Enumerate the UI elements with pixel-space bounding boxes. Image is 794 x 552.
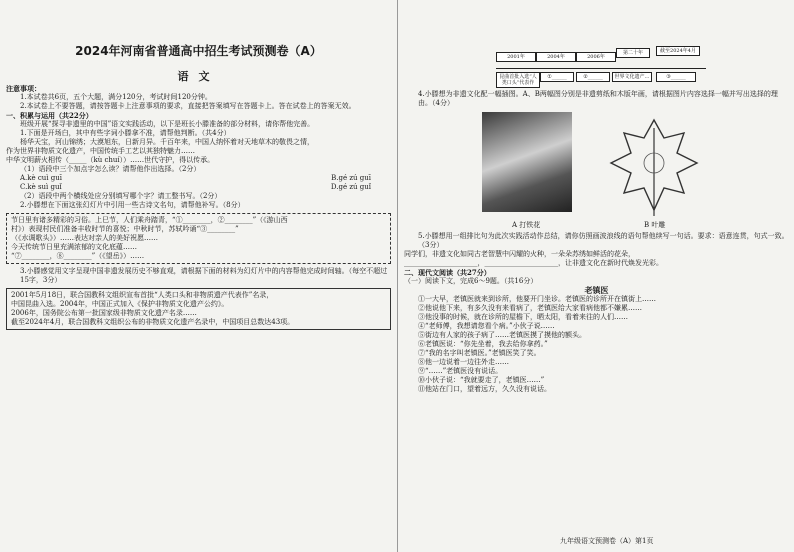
box-line: “⑦________，⑧________”（《望岳》）…… [11,252,145,260]
story-para: ①一大早，老镇医就来到诊所，他要开门坐诊。老镇医的诊所开在镇街上…… [418,295,656,303]
section-2-heading: 二、现代文阅读（共27分） [404,268,491,277]
story-para: ⑪他站在门口，望着远方，久久没有说话。 [418,385,551,393]
q5-line: _____________________，_____________________，让非遗文化在新时代焕发光彩。 [404,259,663,267]
q1: 1.下面是开场白，其中有些字词小滕拿不准，请帮他判断。（共4分） [20,129,231,137]
story-title: 老镇医 [584,286,609,295]
timeline-year: 2004年 [536,52,576,62]
q1-sub1: （1）语段中三个加点字怎么读？请帮他作出选择。（2分） [20,165,201,173]
box-line: 今天传统节日里充满浓郁的文化底蕴…… [11,243,137,251]
note-2: 2.本试卷上不要答题，请按答题卡上注意事项的要求，直接把答案填写在答题卡上。答在试卷上的答案无效。 [20,102,356,110]
q4-images [404,112,789,232]
caption-b: B 叶雕 [644,221,666,229]
q4: 4.小滕想为非遗文化配一幅插图。A、B两幅图分别是非遗剪纸和木版年画，请根据图片内容选择一幅并写出选择的理由。（4分） [418,90,778,107]
timeline-year: 2001年 [496,52,536,62]
box-line: （《水调歌头》）……表达对亲人的美好祝愿…… [11,234,158,242]
exam-title: 2024年河南省普通高中招生考试预测卷（A） [75,44,322,58]
q1-line: 杨华天宝，河山锦绣；大漠旭东，日新月异。千百年来，中国人纳怀着对天地草木的敬畏之情， [20,138,314,146]
box-line: 节日里有诸多精彩的习俗。上巳节，人们乘舟踏青，“①________，②________”（《游山西 [11,216,288,224]
passage-line: 2006年，国务院公布第一批国家级非物质文化遗产名录…… [11,309,197,317]
options-row [6,174,391,183]
q5: 5.小滕想用一组排比句为此次实践活动作总结，请你仿照画波浪线的语句帮他续写一句话。要求：语意连贯，句式一致。（3分） [418,232,789,249]
story-para: ⑩小伙子说：“我就要走了，老镇医……” [418,376,545,384]
q1-sub2: （2）语段中两个横线处应分别填写哪个字？请工整书写。（2分） [20,192,222,200]
passage-line: 中国昆曲入选。2004年，中国正式加入《保护非物质文化遗产公约》。 [11,300,229,308]
timeline-axis [496,68,706,69]
story-para: ③他没事的时候，就在诊所的屋檐下，晒太阳，看着来往的人们…… [418,313,628,321]
left-column [6,0,391,552]
option-a: A.kè cuì guī [20,174,63,182]
timeline-event: 昆曲首批入选“人类口头”代表作 [496,72,540,88]
timeline-event: ①______ [540,72,574,82]
story-para: ⑥老镇医说：“你先坐着，我去给你拿药。” [418,340,548,348]
story-para: ⑨“……”老镇医没有说话。 [418,367,503,375]
option-b: B.gé zú guī [331,174,371,182]
options-row [6,183,391,192]
notes-heading: 注意事项： [6,84,41,93]
box-line: 村》）表现村民们准备丰收时节的喜悦；中秋时节，苏轼吟诵“③________” [11,225,239,233]
story-para: ⑧他一边说着一边往外走…… [418,358,509,366]
q5-line: 同学们，非遗文化如同古老智慧中闪耀的火种，一朵朵苏绣如鲜活的花朵， [404,250,635,258]
option-c: C.kè suì guǐ [20,183,62,191]
timeline-year: 截至2024年4月 [656,46,700,56]
right-column [404,0,789,552]
section-1-heading: 一、积累与运用（共22分） [6,111,93,120]
story-para: ④“老师傅，我想请您看个病。”小伙子说…… [418,322,555,330]
option-d: D.gé zú guǐ [330,183,371,191]
timeline-event: 世界文化遗产… [612,72,652,82]
q3-passage-box [6,288,391,330]
timeline-event: ③______ [656,72,696,82]
caption-a: A 打铁花 [512,221,541,229]
q1-line: 作为世界非物质文化遗产，中国传统手工艺以其独特魅力…… [6,147,195,155]
timeline-event: ②______ [576,72,610,82]
passage-line: 截至2024年4月，联合国教科文组织公布的非物质文化遗产名录中，中国项目总数达43项。 [11,318,295,326]
iron-flower-photo [482,112,572,212]
passage-line: 2001年5月18日，联合国教科文组织宣布首批“人类口头和非物质遗产代表作”名录， [11,291,274,299]
q1-line: 中华文明薪火相传（_____（kù chuí））……世代守护，得以传承。 [6,156,215,164]
timeline [404,0,789,84]
page-footer: 九年级语文预测卷（A）第1页 [560,537,654,545]
timeline-year: 第二十年 [616,48,650,58]
leaf-carving-image [609,118,699,218]
intro: 班级开展“探寻非遗里的中国”语文实践活动，以下是班长小滕准备的部分材料，请你帮他完善。 [20,120,315,128]
timeline-year: 2006年 [576,52,616,62]
q3: 3.小滕感觉用文字呈现中国非遗发展历史不够直观，请根据下面的材料为幻灯片中的内容帮他完成时间轴。（每空不超过15字，3分） [20,267,388,284]
story-para: ②他说他下来，有多久没有来看病了，老镇医给大家看病他都不嫌累…… [418,304,642,312]
subject-title: 语文 [177,70,220,83]
q2: 2.小滕想在下面这张幻灯片中引用一些古诗文名句，请帮他补写。（8分） [20,201,245,209]
slide-box [6,213,391,264]
reading-a-heading: （一）阅读下文，完成6～9题。（共16分） [404,277,538,285]
story-para: ⑤街边有人家的孩子病了……老镇医摸了摸他的额头。 [418,331,586,339]
note-1: 1.本试卷共6页，五个大题，满分120分，考试时间120分钟。 [20,93,212,101]
story-para: ⑦“我的名字叫老镇医。”老镇医笑了笑。 [418,349,541,357]
page-fold [397,0,398,552]
